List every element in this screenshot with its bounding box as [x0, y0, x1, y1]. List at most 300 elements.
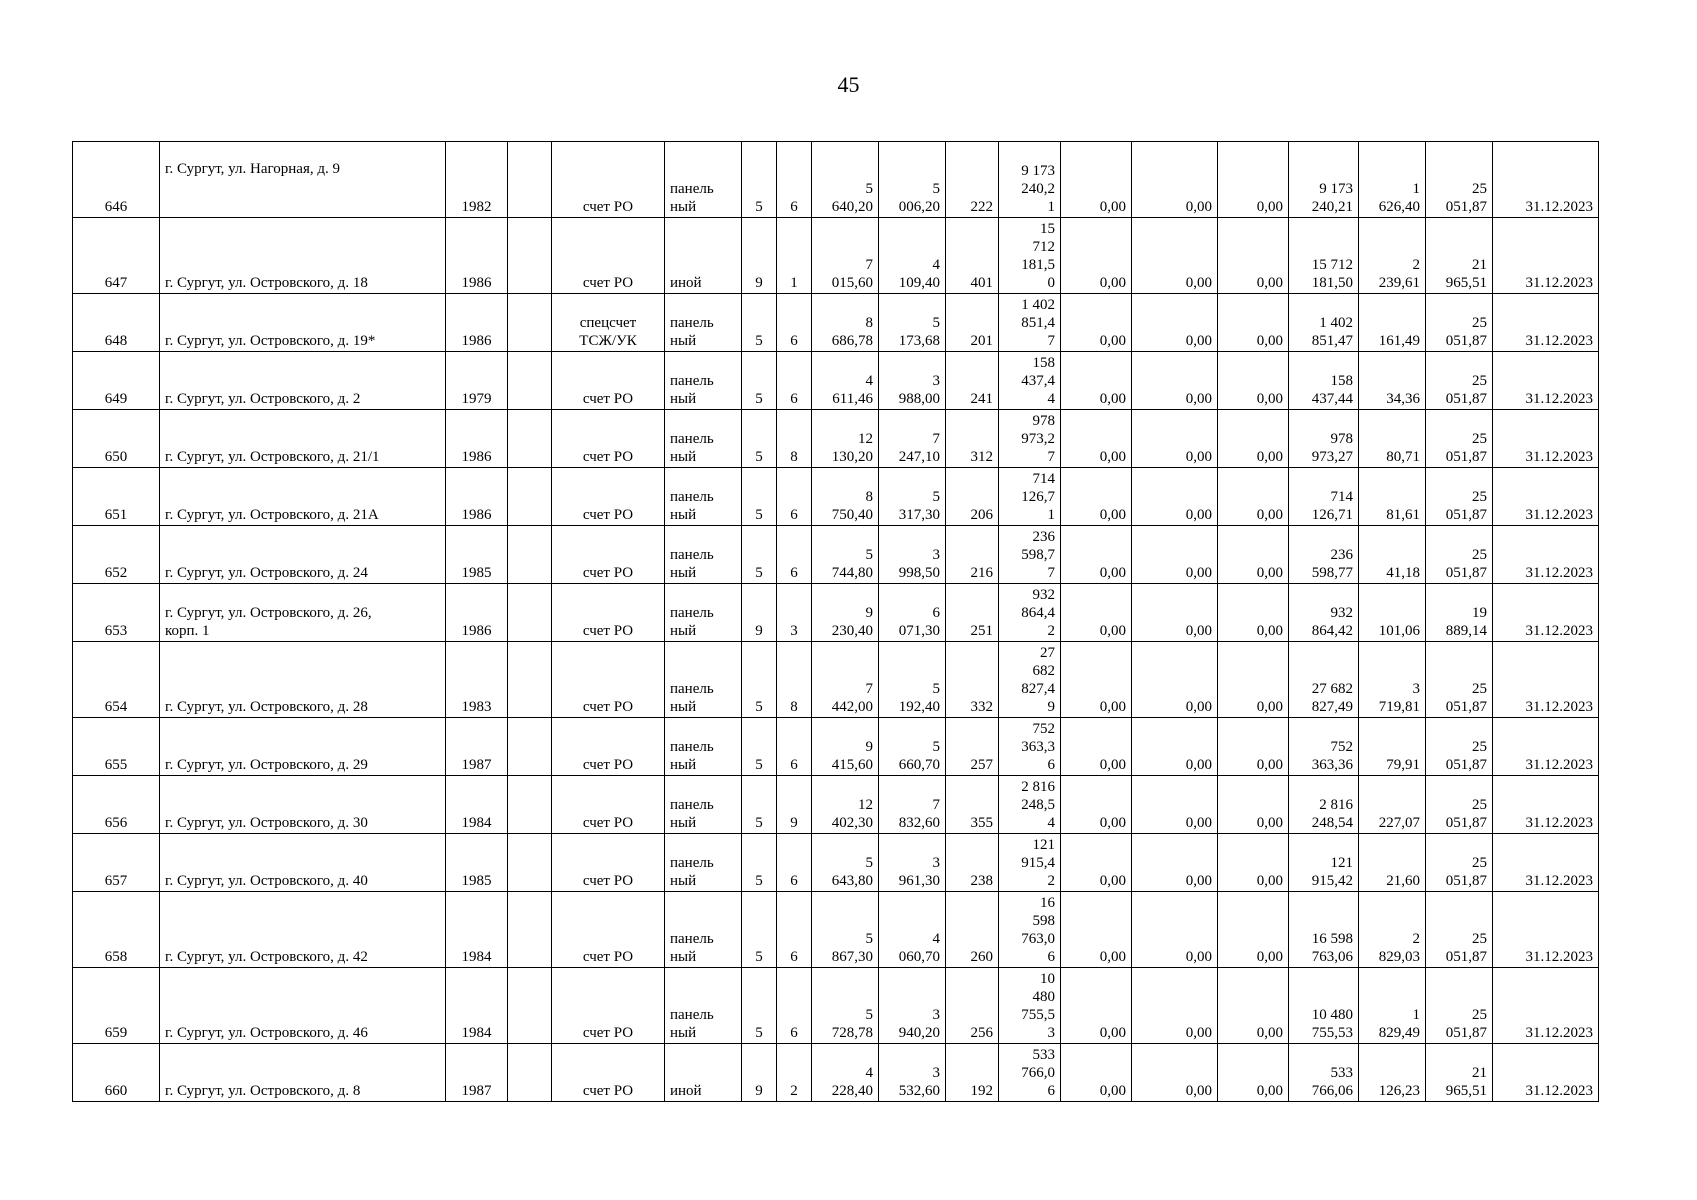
cell-planned-date: 31.12.2023 [1493, 584, 1599, 642]
cell-planned-date: 31.12.2023 [1493, 776, 1599, 834]
cell-empty-column [508, 468, 552, 526]
cell-year-built: 1985 [446, 834, 508, 892]
cell-limit-cost: 25 051,87 [1426, 410, 1493, 468]
cell-address: г. Сургут, ул. Островского, д. 30 [160, 776, 446, 834]
cell-total-cost: 1 402 851,4 7 [999, 294, 1061, 352]
cell-entrances: 8 [777, 642, 812, 718]
cell-cost-column-2: 0,00 [1132, 526, 1218, 584]
cell-unit-cost: 1 626,40 [1359, 142, 1426, 218]
cell-cost-column-1: 0,00 [1061, 526, 1132, 584]
cell-floors: 5 [742, 142, 777, 218]
cell-address: г. Сургут, ул. Островского, д. 19* [160, 294, 446, 352]
cell-cost-column-3: 0,00 [1218, 526, 1289, 584]
cell-year-built: 1986 [446, 218, 508, 294]
cell-limit-cost: 25 051,87 [1426, 776, 1493, 834]
cell-address: г. Сургут, ул. Островского, д. 28 [160, 642, 446, 718]
cell-account-type: счет РО [552, 410, 665, 468]
cell-total-area: 4 611,46 [812, 352, 879, 410]
cell-residents: 201 [946, 294, 999, 352]
cell-unit-cost: 161,49 [1359, 294, 1426, 352]
cell-planned-date: 31.12.2023 [1493, 642, 1599, 718]
cell-residents: 238 [946, 834, 999, 892]
cell-floors: 9 [742, 1044, 777, 1102]
cell-total-cost: 714 126,7 1 [999, 468, 1061, 526]
cell-living-area: 3 961,30 [879, 834, 946, 892]
cell-planned-date: 31.12.2023 [1493, 352, 1599, 410]
cell-cost-column-3: 0,00 [1218, 968, 1289, 1044]
cell-account-type: счет РО [552, 642, 665, 718]
cell-unit-cost: 81,61 [1359, 468, 1426, 526]
cell-account-type: счет РО [552, 968, 665, 1044]
cell-total-cost: 158 437,4 4 [999, 352, 1061, 410]
cell-unit-cost: 101,06 [1359, 584, 1426, 642]
cell-year-built: 1982 [446, 142, 508, 218]
cell-total-cost: 15 712 181,5 0 [999, 218, 1061, 294]
cell-entrances: 1 [777, 218, 812, 294]
cell-cost-column-1: 0,00 [1061, 352, 1132, 410]
table-body [73, 142, 1599, 1102]
cell-account-type: счет РО [552, 834, 665, 892]
cell-empty-column [508, 1044, 552, 1102]
cell-residents: 241 [946, 352, 999, 410]
cell-row-number: 656 [73, 776, 160, 834]
cell-account-type: счет РО [552, 352, 665, 410]
cell-address: г. Сургут, ул. Островского, д. 21А [160, 468, 446, 526]
cell-empty-column [508, 410, 552, 468]
cell-year-built: 1986 [446, 294, 508, 352]
cell-account-type: счет РО [552, 218, 665, 294]
cell-address: г. Сургут, ул. Островского, д. 42 [160, 892, 446, 968]
cell-wall-material: панель ный [665, 584, 742, 642]
cell-residents: 192 [946, 1044, 999, 1102]
cell-limit-cost: 21 965,51 [1426, 218, 1493, 294]
cell-fund-sum: 714 126,71 [1289, 468, 1359, 526]
cell-living-area: 5 173,68 [879, 294, 946, 352]
cell-year-built: 1987 [446, 1044, 508, 1102]
cell-empty-column [508, 218, 552, 294]
cell-limit-cost: 25 051,87 [1426, 526, 1493, 584]
cell-row-number: 660 [73, 1044, 160, 1102]
cell-cost-column-1: 0,00 [1061, 584, 1132, 642]
cell-total-cost: 27 682 827,4 9 [999, 642, 1061, 718]
cell-total-cost: 2 816 248,5 4 [999, 776, 1061, 834]
cell-total-area: 12 130,20 [812, 410, 879, 468]
cell-account-type: счет РО [552, 892, 665, 968]
cell-entrances: 6 [777, 468, 812, 526]
cell-total-area: 5 640,20 [812, 142, 879, 218]
cell-wall-material: панель ный [665, 142, 742, 218]
cell-fund-sum: 27 682 827,49 [1289, 642, 1359, 718]
cell-total-area: 5 728,78 [812, 968, 879, 1044]
cell-unit-cost: 227,07 [1359, 776, 1426, 834]
table-row [73, 968, 1599, 1044]
cell-residents: 260 [946, 892, 999, 968]
cell-floors: 5 [742, 410, 777, 468]
cell-floors: 5 [742, 352, 777, 410]
cell-entrances: 6 [777, 526, 812, 584]
cell-cost-column-3: 0,00 [1218, 642, 1289, 718]
cell-fund-sum: 121 915,42 [1289, 834, 1359, 892]
cell-account-type: счет РО [552, 776, 665, 834]
cell-cost-column-2: 0,00 [1132, 410, 1218, 468]
cell-row-number: 648 [73, 294, 160, 352]
cell-limit-cost: 25 051,87 [1426, 834, 1493, 892]
cell-cost-column-2: 0,00 [1132, 968, 1218, 1044]
cell-cost-column-1: 0,00 [1061, 642, 1132, 718]
cell-total-area: 5 643,80 [812, 834, 879, 892]
cell-cost-column-1: 0,00 [1061, 892, 1132, 968]
cell-planned-date: 31.12.2023 [1493, 718, 1599, 776]
cell-empty-column [508, 352, 552, 410]
cell-wall-material: панель ный [665, 776, 742, 834]
cell-total-area: 4 228,40 [812, 1044, 879, 1102]
cell-floors: 5 [742, 834, 777, 892]
cell-empty-column [508, 968, 552, 1044]
table-row [73, 410, 1599, 468]
cell-total-area: 9 230,40 [812, 584, 879, 642]
cell-planned-date: 31.12.2023 [1493, 410, 1599, 468]
cell-cost-column-3: 0,00 [1218, 892, 1289, 968]
cell-cost-column-2: 0,00 [1132, 584, 1218, 642]
cell-living-area: 5 192,40 [879, 642, 946, 718]
cell-total-area: 12 402,30 [812, 776, 879, 834]
table-row [73, 352, 1599, 410]
cell-cost-column-2: 0,00 [1132, 834, 1218, 892]
cell-total-cost: 10 480 755,5 3 [999, 968, 1061, 1044]
cell-fund-sum: 9 173 240,21 [1289, 142, 1359, 218]
cell-living-area: 7 832,60 [879, 776, 946, 834]
cell-row-number: 657 [73, 834, 160, 892]
cell-floors: 5 [742, 526, 777, 584]
cell-cost-column-1: 0,00 [1061, 776, 1132, 834]
cell-cost-column-2: 0,00 [1132, 468, 1218, 526]
cell-limit-cost: 25 051,87 [1426, 892, 1493, 968]
cell-cost-column-3: 0,00 [1218, 834, 1289, 892]
cell-cost-column-2: 0,00 [1132, 1044, 1218, 1102]
cell-total-area: 7 442,00 [812, 642, 879, 718]
cell-cost-column-1: 0,00 [1061, 1044, 1132, 1102]
table-row [73, 776, 1599, 834]
table-row [73, 892, 1599, 968]
cell-total-cost: 932 864,4 2 [999, 584, 1061, 642]
cell-fund-sum: 2 816 248,54 [1289, 776, 1359, 834]
cell-cost-column-3: 0,00 [1218, 142, 1289, 218]
cell-account-type: счет РО [552, 468, 665, 526]
cell-total-area: 8 750,40 [812, 468, 879, 526]
cell-limit-cost: 25 051,87 [1426, 468, 1493, 526]
cell-row-number: 647 [73, 218, 160, 294]
cell-cost-column-3: 0,00 [1218, 718, 1289, 776]
cell-account-type: счет РО [552, 526, 665, 584]
cell-cost-column-2: 0,00 [1132, 718, 1218, 776]
cell-planned-date: 31.12.2023 [1493, 526, 1599, 584]
cell-total-cost: 121 915,4 2 [999, 834, 1061, 892]
cell-address: г. Сургут, ул. Островского, д. 40 [160, 834, 446, 892]
cell-address: г. Сургут, ул. Островского, д. 29 [160, 718, 446, 776]
cell-entrances: 6 [777, 142, 812, 218]
cell-account-type: счет РО [552, 584, 665, 642]
cell-living-area: 6 071,30 [879, 584, 946, 642]
cell-entrances: 6 [777, 968, 812, 1044]
cell-cost-column-3: 0,00 [1218, 352, 1289, 410]
cell-entrances: 6 [777, 294, 812, 352]
cell-empty-column [508, 776, 552, 834]
cell-cost-column-1: 0,00 [1061, 410, 1132, 468]
cell-floors: 5 [742, 718, 777, 776]
cell-fund-sum: 752 363,36 [1289, 718, 1359, 776]
cell-living-area: 5 660,70 [879, 718, 946, 776]
cell-floors: 5 [742, 968, 777, 1044]
cell-fund-sum: 533 766,06 [1289, 1044, 1359, 1102]
cell-unit-cost: 80,71 [1359, 410, 1426, 468]
cell-total-cost: 533 766,0 6 [999, 1044, 1061, 1102]
cell-address: г. Сургут, ул. Островского, д. 26, корп. 1 [160, 584, 446, 642]
cell-empty-column [508, 834, 552, 892]
table-row [73, 294, 1599, 352]
housing-register-table [72, 141, 1599, 1102]
cell-living-area: 5 006,20 [879, 142, 946, 218]
cell-entrances: 6 [777, 718, 812, 776]
cell-cost-column-2: 0,00 [1132, 294, 1218, 352]
cell-living-area: 7 247,10 [879, 410, 946, 468]
cell-total-cost: 752 363,3 6 [999, 718, 1061, 776]
cell-row-number: 658 [73, 892, 160, 968]
cell-living-area: 4 060,70 [879, 892, 946, 968]
cell-row-number: 655 [73, 718, 160, 776]
cell-planned-date: 31.12.2023 [1493, 1044, 1599, 1102]
cell-account-type: счет РО [552, 718, 665, 776]
cell-row-number: 659 [73, 968, 160, 1044]
cell-total-area: 5 744,80 [812, 526, 879, 584]
cell-wall-material: панель ный [665, 968, 742, 1044]
cell-unit-cost: 126,23 [1359, 1044, 1426, 1102]
cell-fund-sum: 236 598,77 [1289, 526, 1359, 584]
cell-cost-column-3: 0,00 [1218, 468, 1289, 526]
table-row [73, 468, 1599, 526]
cell-empty-column [508, 526, 552, 584]
cell-limit-cost: 25 051,87 [1426, 294, 1493, 352]
cell-empty-column [508, 294, 552, 352]
cell-row-number: 650 [73, 410, 160, 468]
cell-limit-cost: 25 051,87 [1426, 968, 1493, 1044]
cell-cost-column-3: 0,00 [1218, 410, 1289, 468]
cell-entrances: 3 [777, 584, 812, 642]
cell-account-type: спецсчет ТСЖ/УК [552, 294, 665, 352]
cell-cost-column-1: 0,00 [1061, 968, 1132, 1044]
cell-entrances: 9 [777, 776, 812, 834]
cell-row-number: 654 [73, 642, 160, 718]
cell-wall-material: панель ный [665, 526, 742, 584]
cell-residents: 355 [946, 776, 999, 834]
cell-year-built: 1985 [446, 526, 508, 584]
cell-limit-cost: 25 051,87 [1426, 642, 1493, 718]
cell-floors: 5 [742, 468, 777, 526]
cell-living-area: 3 988,00 [879, 352, 946, 410]
cell-cost-column-3: 0,00 [1218, 1044, 1289, 1102]
cell-cost-column-1: 0,00 [1061, 468, 1132, 526]
cell-total-area: 7 015,60 [812, 218, 879, 294]
cell-cost-column-1: 0,00 [1061, 142, 1132, 218]
cell-planned-date: 31.12.2023 [1493, 294, 1599, 352]
table-row [73, 1044, 1599, 1102]
cell-living-area: 4 109,40 [879, 218, 946, 294]
cell-floors: 5 [742, 642, 777, 718]
cell-unit-cost: 3 719,81 [1359, 642, 1426, 718]
cell-cost-column-2: 0,00 [1132, 642, 1218, 718]
cell-wall-material: панель ный [665, 294, 742, 352]
cell-address: г. Сургут, ул. Островского, д. 8 [160, 1044, 446, 1102]
cell-limit-cost: 25 051,87 [1426, 352, 1493, 410]
cell-year-built: 1987 [446, 718, 508, 776]
page-number: 45 [837, 72, 860, 97]
cell-cost-column-2: 0,00 [1132, 776, 1218, 834]
cell-cost-column-1: 0,00 [1061, 294, 1132, 352]
cell-living-area: 3 532,60 [879, 1044, 946, 1102]
cell-empty-column [508, 642, 552, 718]
cell-limit-cost: 19 889,14 [1426, 584, 1493, 642]
cell-unit-cost: 2 239,61 [1359, 218, 1426, 294]
cell-cost-column-1: 0,00 [1061, 834, 1132, 892]
cell-address: г. Сургут, ул. Островского, д. 46 [160, 968, 446, 1044]
table-row [73, 142, 1599, 218]
table-row [73, 834, 1599, 892]
cell-year-built: 1984 [446, 892, 508, 968]
cell-total-cost: 9 173 240,2 1 [999, 142, 1061, 218]
cell-fund-sum: 932 864,42 [1289, 584, 1359, 642]
cell-planned-date: 31.12.2023 [1493, 218, 1599, 294]
cell-planned-date: 31.12.2023 [1493, 834, 1599, 892]
cell-floors: 9 [742, 218, 777, 294]
cell-wall-material: панель ный [665, 642, 742, 718]
cell-fund-sum: 10 480 755,53 [1289, 968, 1359, 1044]
cell-cost-column-3: 0,00 [1218, 294, 1289, 352]
cell-row-number: 652 [73, 526, 160, 584]
cell-account-type: счет РО [552, 1044, 665, 1102]
cell-planned-date: 31.12.2023 [1493, 892, 1599, 968]
cell-residents: 257 [946, 718, 999, 776]
cell-account-type: счет РО [552, 142, 665, 218]
cell-year-built: 1983 [446, 642, 508, 718]
table-row [73, 218, 1599, 294]
cell-unit-cost: 21,60 [1359, 834, 1426, 892]
cell-living-area: 3 940,20 [879, 968, 946, 1044]
cell-cost-column-3: 0,00 [1218, 776, 1289, 834]
cell-year-built: 1986 [446, 468, 508, 526]
cell-cost-column-3: 0,00 [1218, 584, 1289, 642]
cell-wall-material: иной [665, 1044, 742, 1102]
cell-cost-column-2: 0,00 [1132, 892, 1218, 968]
cell-planned-date: 31.12.2023 [1493, 968, 1599, 1044]
cell-residents: 312 [946, 410, 999, 468]
cell-total-area: 5 867,30 [812, 892, 879, 968]
cell-residents: 256 [946, 968, 999, 1044]
cell-unit-cost: 41,18 [1359, 526, 1426, 584]
cell-row-number: 651 [73, 468, 160, 526]
cell-fund-sum: 16 598 763,06 [1289, 892, 1359, 968]
cell-entrances: 2 [777, 1044, 812, 1102]
cell-entrances: 6 [777, 834, 812, 892]
cell-empty-column [508, 892, 552, 968]
cell-fund-sum: 978 973,27 [1289, 410, 1359, 468]
cell-unit-cost: 34,36 [1359, 352, 1426, 410]
cell-empty-column [508, 584, 552, 642]
cell-year-built: 1984 [446, 776, 508, 834]
cell-residents: 401 [946, 218, 999, 294]
cell-empty-column [508, 142, 552, 218]
cell-planned-date: 31.12.2023 [1493, 142, 1599, 218]
cell-floors: 5 [742, 294, 777, 352]
cell-residents: 216 [946, 526, 999, 584]
cell-address: г. Сургут, ул. Островского, д. 2 [160, 352, 446, 410]
table-row [73, 526, 1599, 584]
cell-cost-column-2: 0,00 [1132, 142, 1218, 218]
cell-wall-material: панель ный [665, 718, 742, 776]
cell-living-area: 3 998,50 [879, 526, 946, 584]
cell-total-cost: 236 598,7 7 [999, 526, 1061, 584]
cell-residents: 251 [946, 584, 999, 642]
cell-total-area: 8 686,78 [812, 294, 879, 352]
cell-residents: 206 [946, 468, 999, 526]
cell-limit-cost: 25 051,87 [1426, 142, 1493, 218]
cell-wall-material: иной [665, 218, 742, 294]
cell-fund-sum: 15 712 181,50 [1289, 218, 1359, 294]
cell-limit-cost: 21 965,51 [1426, 1044, 1493, 1102]
cell-address: г. Сургут, ул. Островского, д. 18 [160, 218, 446, 294]
cell-floors: 5 [742, 892, 777, 968]
cell-row-number: 653 [73, 584, 160, 642]
cell-fund-sum: 1 402 851,47 [1289, 294, 1359, 352]
cell-floors: 5 [742, 776, 777, 834]
cell-total-cost: 978 973,2 7 [999, 410, 1061, 468]
cell-residents: 332 [946, 642, 999, 718]
cell-total-cost: 16 598 763,0 6 [999, 892, 1061, 968]
cell-planned-date: 31.12.2023 [1493, 468, 1599, 526]
cell-total-area: 9 415,60 [812, 718, 879, 776]
cell-cost-column-2: 0,00 [1132, 218, 1218, 294]
cell-address: г. Сургут, ул. Нагорная, д. 9 [160, 142, 446, 218]
cell-entrances: 6 [777, 892, 812, 968]
cell-wall-material: панель ный [665, 892, 742, 968]
cell-wall-material: панель ный [665, 468, 742, 526]
cell-limit-cost: 25 051,87 [1426, 718, 1493, 776]
cell-residents: 222 [946, 142, 999, 218]
cell-entrances: 8 [777, 410, 812, 468]
table-row [73, 584, 1599, 642]
cell-address: г. Сургут, ул. Островского, д. 21/1 [160, 410, 446, 468]
cell-empty-column [508, 718, 552, 776]
cell-living-area: 5 317,30 [879, 468, 946, 526]
cell-cost-column-2: 0,00 [1132, 352, 1218, 410]
table-row [73, 718, 1599, 776]
cell-fund-sum: 158 437,44 [1289, 352, 1359, 410]
cell-wall-material: панель ный [665, 352, 742, 410]
cell-wall-material: панель ный [665, 410, 742, 468]
cell-row-number: 649 [73, 352, 160, 410]
cell-unit-cost: 79,91 [1359, 718, 1426, 776]
table-row [73, 642, 1599, 718]
cell-year-built: 1984 [446, 968, 508, 1044]
cell-cost-column-1: 0,00 [1061, 218, 1132, 294]
cell-year-built: 1979 [446, 352, 508, 410]
cell-year-built: 1986 [446, 410, 508, 468]
cell-row-number: 646 [73, 142, 160, 218]
cell-wall-material: панель ный [665, 834, 742, 892]
cell-unit-cost: 1 829,49 [1359, 968, 1426, 1044]
cell-floors: 9 [742, 584, 777, 642]
cell-cost-column-3: 0,00 [1218, 218, 1289, 294]
cell-entrances: 6 [777, 352, 812, 410]
cell-address: г. Сургут, ул. Островского, д. 24 [160, 526, 446, 584]
